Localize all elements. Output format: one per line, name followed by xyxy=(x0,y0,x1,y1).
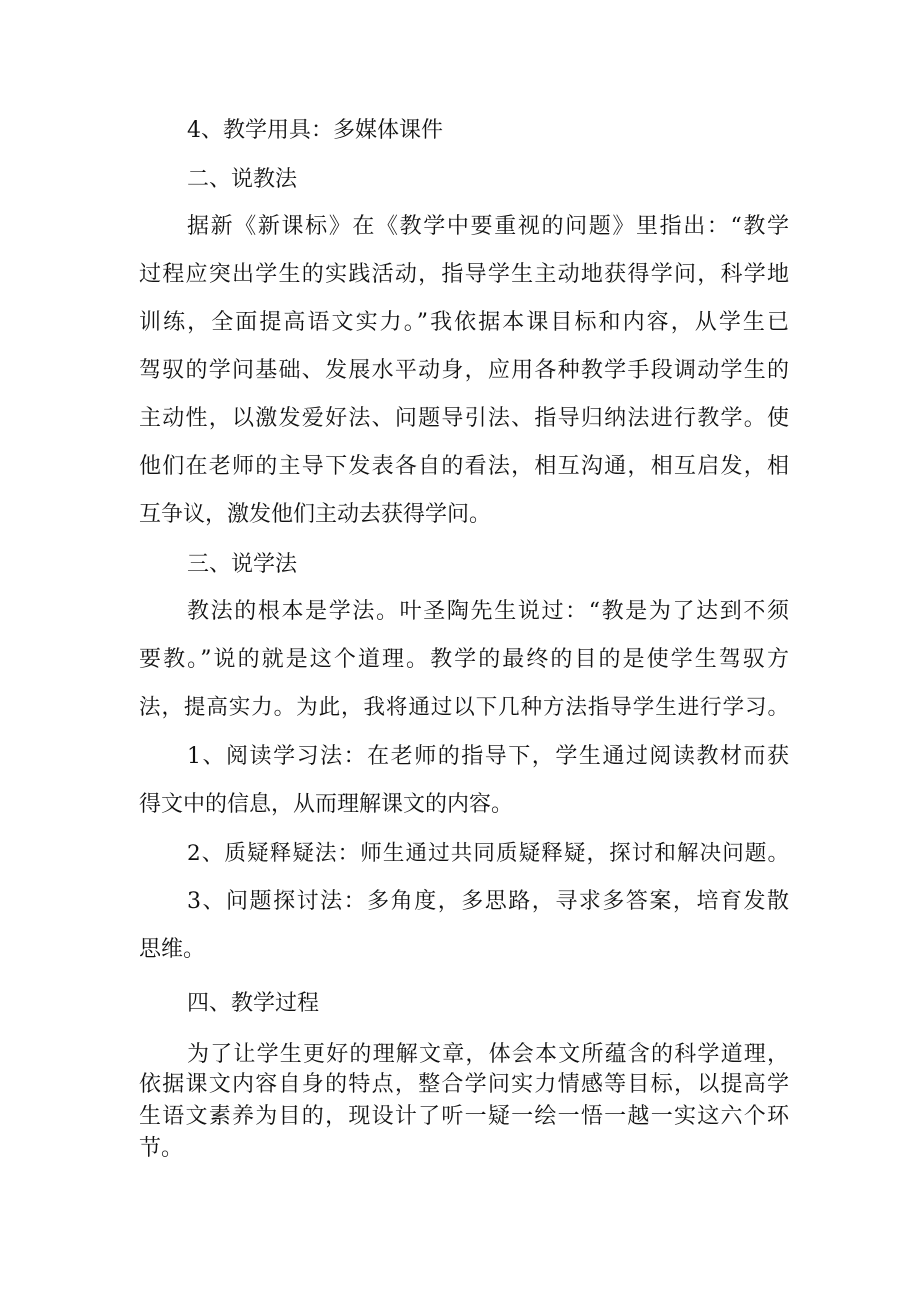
paragraph-line: 主动性，以激发爱好法、问题导引法、指导归纳法进行教学。使 xyxy=(139,406,789,431)
section-heading-learning-method: 三、说学法 xyxy=(187,552,298,577)
paragraph-line: 节。 xyxy=(139,1136,184,1161)
paragraph-line: 教法的根本是学法。叶圣陶先生说过：“教是为了达到不须 xyxy=(187,599,789,624)
method-3-line: 3、问题探讨法：多角度，多思路，寻求多答案，培育发散 xyxy=(187,889,789,914)
paragraph-line: 驾驭的学问基础、发展水平动身，应用各种教学手段调动学生的 xyxy=(139,358,789,383)
paragraph-line: 过程应突出学生的实践活动，指导学生主动地获得学问，科学地 xyxy=(139,262,789,287)
paragraph-line: 法，提高实力。为此，我将通过以下几种方法指导学生进行学习。 xyxy=(139,695,789,720)
section-heading-teaching-method: 二、说教法 xyxy=(187,167,298,192)
paragraph-line: 他们在老师的主导下发表各自的看法，相互沟通，相互启发，相 xyxy=(139,454,789,479)
method-1-line: 得文中的信息，从而理解课文的内容。 xyxy=(139,792,514,817)
paragraph-line: 为了让学生更好的理解文章，体会本文所蕴含的科学道理， xyxy=(187,1042,789,1067)
section-heading-teaching-process: 四、教学过程 xyxy=(187,991,320,1016)
method-2-line: 2、质疑释疑法：师生通过共同质疑释疑，探讨和解决问题。 xyxy=(187,841,789,866)
paragraph-line: 依据课文内容自身的特点，整合学问实力情感等目标，以提高学 xyxy=(139,1072,789,1097)
paragraph-line: 据新《新课标》在《教学中要重视的问题》里指出：“教学 xyxy=(187,214,789,239)
paragraph-line: 生语文素养为目的，现设计了听一疑一绘一悟一越一实这六个环 xyxy=(139,1104,789,1129)
method-1-line: 1、阅读学习法：在老师的指导下，学生通过阅读教材而获 xyxy=(187,744,789,769)
method-3-line: 思维。 xyxy=(139,937,206,962)
teaching-tools-line: 4、教学用具：多媒体课件 xyxy=(187,118,443,143)
paragraph-line: 要教。”说的就是这个道理。教学的最终的目的是使学生驾驭方 xyxy=(139,647,789,672)
paragraph-line: 互争议，激发他们主动去获得学问。 xyxy=(139,502,492,527)
paragraph-line: 训练，全面提高语文实力。”我依据本课目标和内容，从学生已 xyxy=(139,310,789,335)
